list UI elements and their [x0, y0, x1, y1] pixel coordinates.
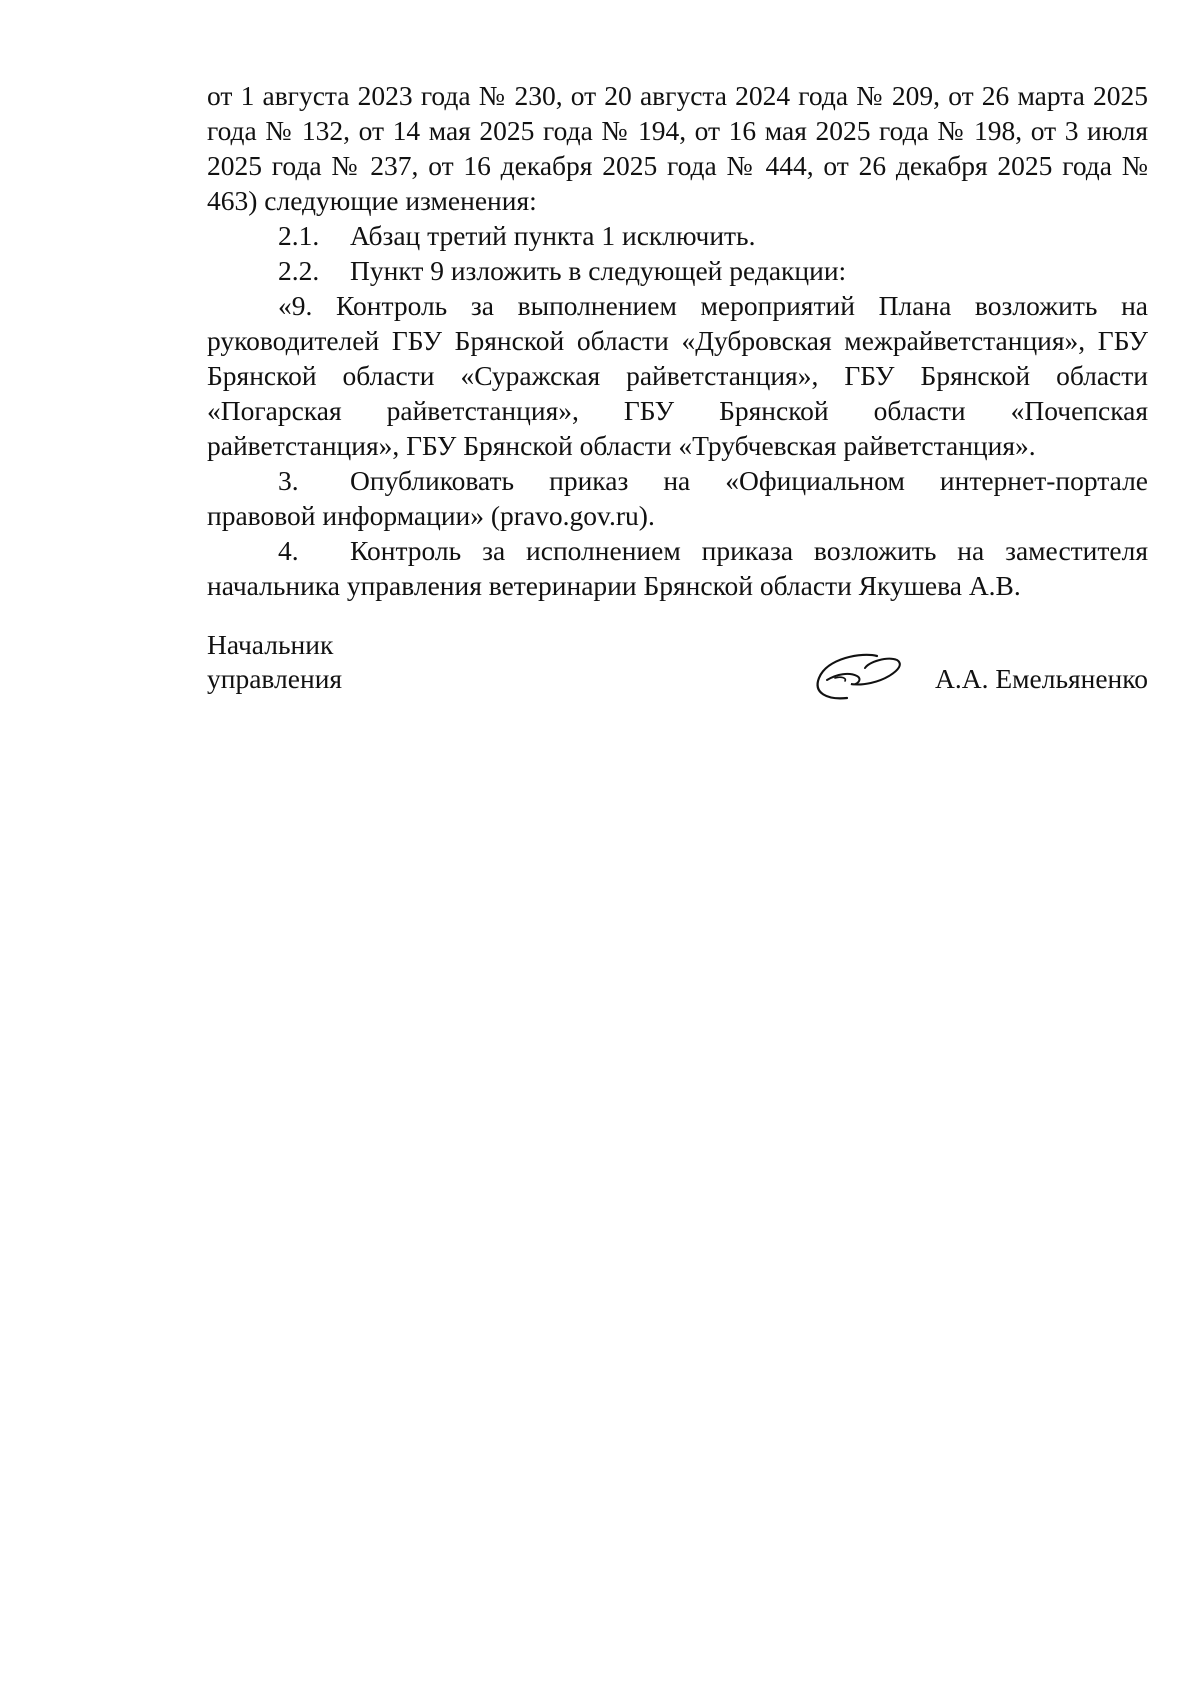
item-3-number: 3.	[278, 465, 299, 496]
signer-position-line-1: Начальник	[207, 629, 334, 660]
handwritten-signature-icon	[807, 648, 917, 708]
item-2-2-number: 2.2.	[278, 255, 320, 286]
signer-position-line-2: управления	[207, 663, 343, 694]
item-4-text: Контроль за исполнением приказа возложить на заместителя начальника управления ветеринарии Брянской области Якушева А.В.	[207, 535, 1148, 601]
item-3-text: Опубликовать приказ на «Официальном интернет-портале правовой информации» (pravo.gov.ru).	[207, 465, 1148, 531]
document-body	[207, 78, 1148, 603]
item-4-number: 4.	[278, 535, 299, 566]
item-2-2-text: Пункт 9 изложить в следующей редакции:	[350, 255, 847, 286]
intro-paragraph: от 1 августа 2023 года № 230, от 20 августа 2024 года № 209, от 26 марта 2025 года № 132, от 14 мая 2025 года № 194, от 16 мая 2025 года № 198, от 3 июля 2025 года № 237, от 16 декабря 2025 года № 444, от 26 декабря 2025 года № 463) следующие изменения:	[207, 80, 1148, 216]
item-2-1-number: 2.1.	[278, 220, 320, 251]
item-2-1	[207, 218, 1148, 253]
signature-block	[207, 628, 1148, 718]
quoted-item-9: «9. Контроль за выполнением мероприятий Плана возложить на руководителей ГБУ Брянской области «Дубровская межрайветстанция», ГБУ Брянской области «Суражская райветстанция», ГБУ Брянской области «Погарская райветстанция», ГБУ Брянской области «Почепская райветстанция», ГБУ Брянской области «Трубчевская райветстанция».	[207, 290, 1148, 461]
item-4	[207, 533, 1148, 603]
item-3	[207, 463, 1148, 533]
signer-name: А.А. Емельяненко	[934, 663, 1148, 694]
item-2-1-text: Абзац третий пункта 1 исключить.	[350, 220, 756, 251]
item-2-2	[207, 253, 1148, 288]
signer-position	[207, 628, 342, 696]
